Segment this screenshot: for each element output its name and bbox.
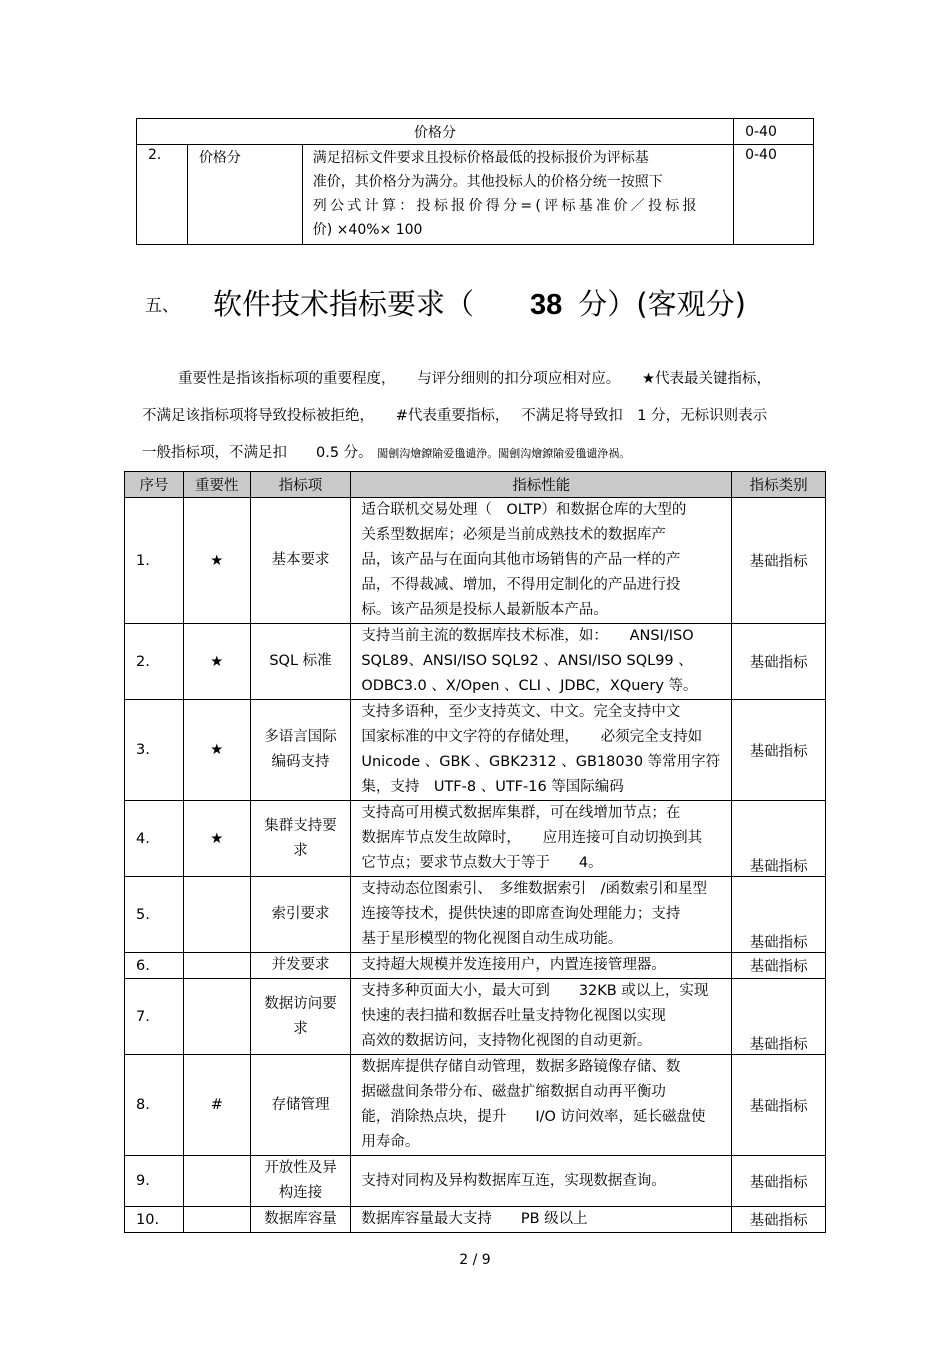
row-number: 10. — [125, 1207, 184, 1233]
row-category: 基础指标 — [732, 801, 826, 877]
performance-line: 数据库容量最大支持 PB 级以上 — [361, 1211, 588, 1227]
row-category: 基础指标 — [732, 498, 826, 624]
section-number: 五、 — [145, 296, 179, 316]
item-line: 求 — [293, 1020, 308, 1037]
row-number: 8. — [125, 1055, 184, 1156]
row-category: 基础指标 — [732, 1156, 826, 1207]
row-category: 基础指标 — [732, 700, 826, 801]
row-number: 4. — [125, 801, 184, 877]
performance-line: 品，不得裁减、增加，不得用定制化的产品进行投 — [361, 577, 681, 593]
row-importance: ★ — [183, 801, 250, 877]
row-performance — [351, 953, 732, 979]
price-header-score: 0-40 — [734, 119, 814, 145]
item-line: 索引要求 — [271, 906, 330, 922]
row-number: 7. — [125, 979, 184, 1055]
row-item — [250, 1055, 351, 1156]
row-item — [250, 1156, 351, 1207]
row-number: 6. — [125, 953, 184, 979]
header-importance: 重要性 — [183, 472, 250, 498]
row-importance: ★ — [183, 624, 250, 700]
performance-line: 支持多种页面大小，最大可到 32KB 或以上，实现 — [361, 983, 709, 999]
section-heading — [145, 282, 746, 323]
row-item — [250, 953, 351, 979]
table-row — [125, 498, 826, 624]
table-row — [125, 801, 826, 877]
performance-line: 高效的数据访问，支持物化视图的自动更新。 — [361, 1033, 652, 1049]
performance-line: 品，该产品与在面向其他市场销售的产品一样的产 — [361, 552, 681, 568]
row-importance: ★ — [183, 700, 250, 801]
price-row-index: 2. — [137, 145, 188, 245]
spec-table — [124, 471, 826, 1233]
table-row — [125, 624, 826, 700]
table-header-row — [125, 472, 826, 498]
row-item — [250, 498, 351, 624]
performance-line: 支持多语种，至少支持英文、中文。完全支持中文 — [361, 704, 681, 720]
row-importance — [183, 1207, 250, 1233]
performance-line: 支持对同构及异构数据库互连，实现数据查询。 — [361, 1172, 666, 1189]
performance-line: 国家标准的中文字符的存储处理， 必须完全支持如 — [361, 729, 703, 745]
item-line: 多语言国际 — [264, 729, 337, 745]
row-performance — [351, 877, 732, 953]
item-line: 基本要求 — [271, 552, 330, 568]
section-title: 软件技术指标要求（ — [213, 287, 475, 321]
performance-line: 支持高可用模式数据库集群，可在线增加节点；在 — [361, 805, 681, 821]
performance-line: 它节点；要求节点数大于等于 4。 — [361, 855, 603, 871]
row-number: 2. — [125, 624, 184, 700]
row-importance — [183, 1156, 250, 1207]
row-item — [250, 979, 351, 1055]
table-row — [125, 1055, 826, 1156]
row-item — [250, 801, 351, 877]
desc-line: 价) ×40%× 100 — [312, 222, 423, 238]
performance-line: 标。该产品须是投标人最新版本产品。 — [361, 602, 608, 618]
row-performance — [351, 1156, 732, 1207]
intro-line-1: 重要性是指该指标项的重要程度， 与评分细则的扣分项应相对应。 ★代表最关键指标， — [178, 371, 771, 387]
row-performance — [351, 801, 732, 877]
row-importance — [183, 877, 250, 953]
performance-line: 数据库节点发生故障时， 应用连接可自动切换到其 — [361, 830, 703, 846]
price-row-score: 0-40 — [734, 145, 814, 245]
item-line: 并发要求 — [271, 957, 330, 973]
performance-line: 数据库提供存储自动管理，数据多路镜像存储、数 — [361, 1059, 681, 1075]
row-category: 基础指标 — [732, 877, 826, 953]
table-row — [125, 1156, 826, 1207]
header-category: 指标类别 — [732, 472, 826, 498]
row-performance — [351, 624, 732, 700]
row-performance — [351, 979, 732, 1055]
price-score-table — [136, 118, 814, 245]
performance-line: 基于星形模型的物化视图自动生成功能。 — [361, 931, 623, 947]
row-number: 5. — [125, 877, 184, 953]
item-line: 数据库容量 — [264, 1211, 337, 1227]
item-line: 集群支持要 — [264, 817, 337, 834]
performance-line: Unicode 、GBK 、GBK2312 、GB18030 等常用字符 — [361, 754, 721, 770]
performance-line: 关系型数据库；必须是当前成熟技术的数据库产 — [361, 527, 666, 543]
intro-line-3 — [142, 441, 630, 462]
intro-line-2: 不满足该指标项将导致投标被拒绝， #代表重要指标， 不满足将导致扣 1 分，无标识则表示 — [142, 408, 768, 424]
price-row — [137, 145, 814, 245]
performance-line: 用寿命。 — [361, 1134, 420, 1150]
performance-line: 能，消除热点块，提升 I/O 访问效率，延长磁盘使 — [361, 1109, 706, 1125]
table-row — [125, 700, 826, 801]
performance-line: 连接等技术，提供快速的即席查询处理能力；支持 — [361, 906, 681, 922]
header-item: 指标项 — [250, 472, 351, 498]
intro-text: 一般指标项，不满足扣 0.5 分。 — [142, 445, 373, 461]
table-row — [125, 979, 826, 1055]
performance-line: 快速的表扫描和数据吞吐量支持物化视图以实现 — [361, 1008, 666, 1024]
row-item — [250, 877, 351, 953]
performance-line: ODBC3.0 、X/Open 、CLI 、JDBC，XQuery 等。 — [361, 678, 698, 694]
section-suffix: 分）(客观分) — [578, 287, 746, 321]
performance-line: 集，支持 UTF-8 、UTF-16 等国际编码 — [361, 779, 624, 795]
desc-line: 列公式计算：投标报价得分=(评标基准价／投标报 — [312, 198, 700, 214]
header-no: 序号 — [125, 472, 184, 498]
row-number: 1. — [125, 498, 184, 624]
performance-line: 据磁盘间条带分布、磁盘扩缩数据自动再平衡功 — [361, 1084, 666, 1100]
row-category: 基础指标 — [732, 1207, 826, 1233]
price-row-name: 价格分 — [187, 145, 302, 245]
row-category: 基础指标 — [732, 953, 826, 979]
performance-line: 支持动态位图索引、 多维数据索引 /函数索引和星型 — [361, 881, 707, 897]
table-row — [125, 877, 826, 953]
row-importance: ★ — [183, 498, 250, 624]
row-performance — [351, 1207, 732, 1233]
item-line: 构连接 — [278, 1185, 323, 1201]
price-row-description — [302, 145, 733, 245]
row-number: 9. — [125, 1156, 184, 1207]
row-performance — [351, 498, 732, 624]
item-line: SQL 标准 — [269, 653, 332, 669]
table-row — [125, 1207, 826, 1233]
row-item — [250, 1207, 351, 1233]
row-category: 基础指标 — [732, 1055, 826, 1156]
row-category: 基础指标 — [732, 624, 826, 700]
page-number: 2 / 9 — [459, 1252, 491, 1268]
table-row — [125, 953, 826, 979]
row-performance — [351, 1055, 732, 1156]
item-line: 数据访问要 — [264, 995, 337, 1012]
row-number: 3. — [125, 700, 184, 801]
row-importance — [183, 979, 250, 1055]
row-performance — [351, 700, 732, 801]
item-line: 开放性及异 — [264, 1160, 337, 1176]
header-performance: 指标性能 — [351, 472, 732, 498]
row-item — [250, 624, 351, 700]
item-line: 编码支持 — [271, 754, 330, 770]
row-item — [250, 700, 351, 801]
row-importance — [183, 953, 250, 979]
performance-line: 支持超大规模并发连接用户，内置连接管理器。 — [361, 957, 666, 973]
item-line: 求 — [293, 842, 308, 859]
performance-line: SQL89、ANSI/ISO SQL92 、ANSI/ISO SQL99 、 — [361, 653, 693, 669]
desc-line: 准价，其价格分为满分。其他投标人的价格分统一按照下 — [312, 174, 663, 190]
row-importance: # — [183, 1055, 250, 1156]
item-line: 存储管理 — [271, 1096, 330, 1113]
performance-line: 适合联机交易处理（ OLTP）和数据仓库的大型的 — [361, 502, 687, 518]
row-category: 基础指标 — [732, 979, 826, 1055]
performance-line: 支持当前主流的数据库技术标准，如： ANSI/ISO — [361, 628, 694, 644]
desc-line: 满足招标文件要求且投标价格最低的投标报价为评标基 — [312, 150, 649, 166]
intro-garbled-text: 闖劊沟燴鐐隃爱氇谴浄。闖劊沟燴鐐隃爱氇谴浄祸。 — [377, 447, 631, 460]
section-points: 38 — [530, 289, 563, 321]
price-header-label: 价格分 — [137, 119, 734, 145]
